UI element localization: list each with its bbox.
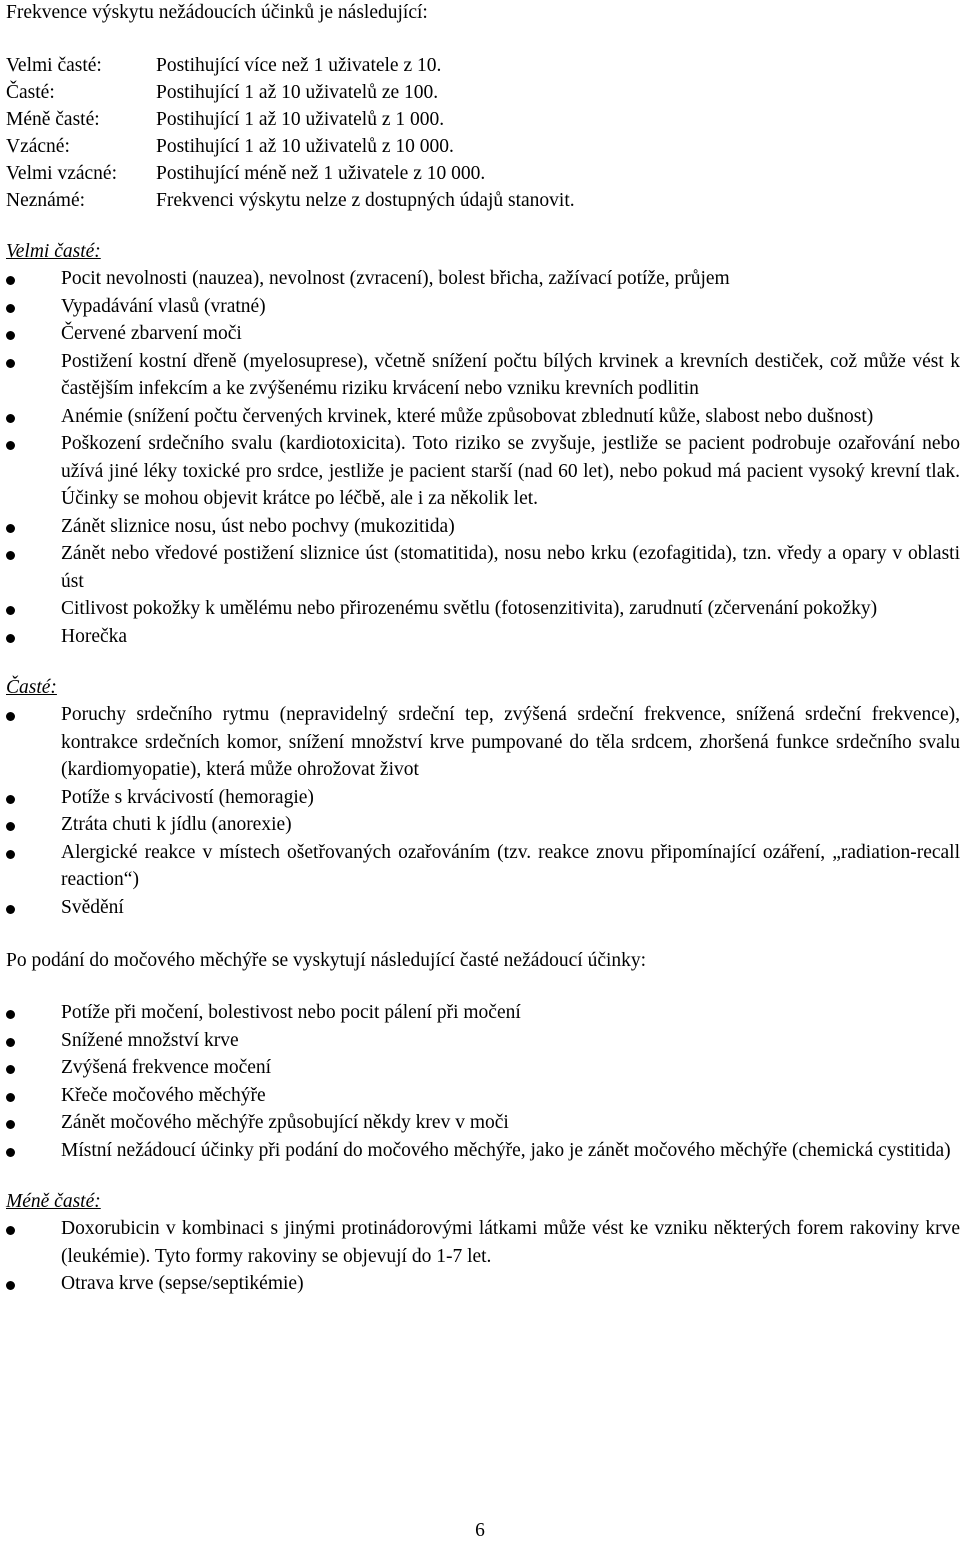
bullet-icon bbox=[6, 331, 15, 340]
list-item-text: Poškození srdečního svalu (kardiotoxicita). Toto riziko se zvyšuje, jestliže se pacient podrobuje ozařování nebo užívá jiné léky toxické pro srdce, jestliže je pacient starší (nad 60 let), nebo pokud má pacient vysoký krevní tlak. Účinky se mohou objevit krátce po léčbě, ale i za několik let. bbox=[61, 433, 960, 509]
bullet-icon bbox=[6, 524, 15, 533]
list-item-text: Místní nežádoucí účinky při podání do močového měchýře, jako je zánět močového měchýře (chemická cystitida) bbox=[61, 1139, 951, 1161]
list-item-text: Zvýšená frekvence močení bbox=[61, 1057, 272, 1078]
bullet-icon bbox=[6, 712, 15, 721]
frequency-definition: Postihující více než 1 uživatele z 10. bbox=[156, 55, 442, 76]
list-item bbox=[6, 403, 960, 431]
list-item bbox=[6, 999, 960, 1027]
frequency-intro: Frekvence výskytu nežádoucích účinků je následující: bbox=[6, 2, 428, 23]
list-item-text: Horečka bbox=[61, 625, 128, 647]
common-heading: Časté: bbox=[6, 677, 57, 698]
list-item bbox=[6, 1109, 960, 1137]
document-page bbox=[6, 0, 960, 1298]
list-item bbox=[6, 811, 960, 839]
bullet-icon bbox=[6, 1148, 15, 1157]
list-item-text: Potíže při močení, bolestivost nebo pocit pálení při močení bbox=[61, 1002, 521, 1023]
frequency-table bbox=[6, 52, 575, 214]
bullet-icon bbox=[6, 1038, 15, 1047]
list-item-text: Ztráta chuti k jídlu (anorexie) bbox=[61, 814, 292, 835]
bladder-intro: Po podání do močového měchýře se vyskytují následující časté nežádoucí účinky: bbox=[6, 950, 647, 971]
list-item bbox=[6, 513, 960, 541]
bullet-icon bbox=[6, 441, 15, 450]
uncommon-list bbox=[6, 1215, 960, 1298]
list-item bbox=[6, 784, 960, 812]
list-item bbox=[6, 839, 960, 894]
bullet-icon bbox=[6, 795, 15, 804]
list-item-text: Otrava krve (sepse/septikémie) bbox=[61, 1273, 304, 1294]
frequency-row bbox=[6, 187, 575, 214]
list-item-text: Snížené množství krve bbox=[61, 1029, 239, 1051]
list-item-text: Alergické reakce v místech ošetřovaných ozařováním (tzv. reakce znovu připomínající ozáření, „radiation-recall reaction“) bbox=[61, 841, 960, 890]
frequency-term: Neznámé: bbox=[6, 190, 86, 211]
list-item-text: Doxorubicin v kombinaci s jinými protinádorovými látkami může vést ke vzniku některých forem rakoviny krve (leukémie). Tyto formy rakoviny se objevují do 1-7 let. bbox=[61, 1218, 960, 1267]
list-item bbox=[6, 1054, 960, 1082]
bullet-icon bbox=[6, 551, 15, 560]
list-item bbox=[6, 293, 960, 321]
frequency-row bbox=[6, 79, 575, 106]
list-item bbox=[6, 1082, 960, 1110]
bullet-icon bbox=[6, 1010, 15, 1019]
list-item-text: Zánět sliznice nosu, úst nebo pochvy (mukozitida) bbox=[61, 515, 455, 537]
frequency-term: Méně časté: bbox=[6, 109, 100, 130]
bullet-icon bbox=[6, 359, 15, 368]
list-item bbox=[6, 623, 960, 651]
frequency-row bbox=[6, 133, 575, 160]
frequency-definition: Postihující méně než 1 uživatele z 10 000. bbox=[156, 163, 486, 184]
uncommon-heading: Méně časté: bbox=[6, 1191, 101, 1212]
list-item-text: Citlivost pokožky k umělému nebo přirozenému světlu (fotosenzitivita), zarudnutí (zčervenání pokožky) bbox=[61, 598, 878, 619]
list-item bbox=[6, 1215, 960, 1270]
list-item bbox=[6, 348, 960, 403]
list-item bbox=[6, 1027, 960, 1055]
bullet-icon bbox=[6, 1281, 15, 1290]
frequency-row bbox=[6, 106, 575, 133]
list-item bbox=[6, 540, 960, 595]
bullet-icon bbox=[6, 1093, 15, 1102]
frequency-definition: Postihující 1 až 10 uživatelů z 10 000. bbox=[156, 136, 454, 157]
bullet-icon bbox=[6, 1226, 15, 1235]
list-item bbox=[6, 1137, 960, 1165]
list-item bbox=[6, 265, 960, 293]
bullet-icon bbox=[6, 634, 15, 643]
bullet-icon bbox=[6, 850, 15, 859]
list-item-text: Vypadávání vlasů (vratné) bbox=[61, 295, 266, 317]
bullet-icon bbox=[6, 414, 15, 423]
bullet-icon bbox=[6, 1065, 15, 1074]
list-item-text: Červené zbarvení moči bbox=[61, 323, 242, 344]
bullet-icon bbox=[6, 304, 15, 313]
page-number: 6 bbox=[475, 1520, 485, 1541]
list-item bbox=[6, 894, 960, 922]
list-item-text: Poruchy srdečního rytmu (nepravidelný srdeční tep, zvýšená srdeční frekvence, snížená srdeční frekvence), kontrakce srdečních komor, snížení množství krve pumpované do těla srdcem, zhoršená funkce srdečního svalu (kardiomyopatie), která může ohrožovat život bbox=[61, 704, 960, 780]
list-item bbox=[6, 701, 960, 784]
list-item bbox=[6, 595, 960, 623]
frequency-term: Velmi časté: bbox=[6, 55, 102, 76]
list-item-text: Anémie (snížení počtu červených krvinek, které může způsobovat zblednutí kůže, slabost nebo dušnost) bbox=[61, 405, 874, 427]
frequency-definition: Frekvenci výskytu nelze z dostupných údajů stanovit. bbox=[156, 190, 575, 211]
list-item-text: Postižení kostní dřeně (myelosuprese), včetně snížení počtu bílých krvinek a krevních destiček, což může vést k častějším infekcím a ke zvýšenému riziku krvácení nebo vzniku krevních podlitin bbox=[61, 350, 960, 399]
list-item bbox=[6, 320, 960, 348]
very-common-heading: Velmi časté: bbox=[6, 241, 101, 262]
list-item-text: Zánět močového měchýře způsobující někdy krev v moči bbox=[61, 1112, 509, 1133]
frequency-definition: Postihující 1 až 10 uživatelů ze 100. bbox=[156, 82, 439, 103]
list-item-text: Zánět nebo vředové postižení sliznice úst (stomatitida), nosu nebo krku (ezofagitida), tzn. vředy a opary v oblasti úst bbox=[61, 543, 960, 592]
frequency-term: Vzácné: bbox=[6, 136, 70, 157]
bullet-icon bbox=[6, 822, 15, 831]
list-item bbox=[6, 1270, 960, 1298]
frequency-row bbox=[6, 160, 575, 187]
list-item-text: Potíže s krvácivostí (hemoragie) bbox=[61, 786, 314, 808]
list-item bbox=[6, 430, 960, 513]
list-item-text: Svědění bbox=[61, 896, 124, 918]
list-item-text: Křeče močového měchýře bbox=[61, 1084, 266, 1106]
frequency-term: Časté: bbox=[6, 82, 55, 103]
frequency-row bbox=[6, 52, 575, 79]
bullet-icon bbox=[6, 905, 15, 914]
common-list bbox=[6, 701, 960, 921]
frequency-definition: Postihující 1 až 10 uživatelů z 1 000. bbox=[156, 109, 445, 130]
list-item-text: Pocit nevolnosti (nauzea), nevolnost (zvracení), bolest břicha, zažívací potíže, průjem bbox=[61, 268, 730, 289]
bullet-icon bbox=[6, 606, 15, 615]
bullet-icon bbox=[6, 276, 15, 285]
bullet-icon bbox=[6, 1120, 15, 1129]
very-common-list bbox=[6, 265, 960, 650]
bladder-list bbox=[6, 999, 960, 1164]
frequency-term: Velmi vzácné: bbox=[6, 163, 117, 184]
